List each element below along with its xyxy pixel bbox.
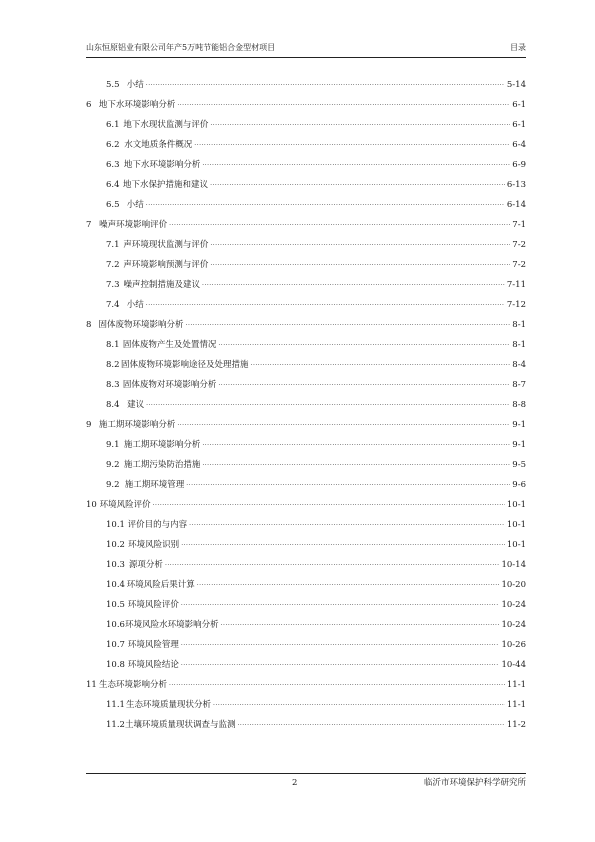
toc-entry-title: 水文地质条件概况 — [124, 140, 193, 150]
table-of-contents — [86, 79, 526, 739]
toc-entry-number: 10.8 — [106, 660, 125, 670]
toc-dot-leader — [218, 340, 510, 352]
toc-entry-title: 地下水保护措施和建议 — [123, 180, 209, 190]
toc-entry-page: 8-1 — [512, 320, 526, 330]
toc-section-entry[interactable] — [86, 119, 526, 139]
page-footer — [86, 776, 526, 790]
toc-entry-page: 10-14 — [501, 560, 526, 570]
toc-entry-number: 10.1 — [106, 520, 125, 530]
toc-entry-page: 7-12 — [506, 300, 526, 310]
toc-entry-number: 10 — [86, 500, 97, 510]
toc-entry-number: 11 — [86, 680, 97, 690]
toc-dot-leader — [197, 580, 500, 592]
toc-entry-page: 9-1 — [512, 440, 526, 450]
toc-entry-page: 6-1 — [512, 120, 526, 130]
toc-entry-page: 6-1 — [512, 100, 526, 110]
toc-section-entry[interactable] — [86, 559, 526, 579]
toc-entry-page: 6-13 — [506, 180, 526, 190]
toc-entry-number: 8.3 — [106, 380, 120, 390]
toc-entry-page: 8-7 — [512, 380, 526, 390]
toc-dot-leader — [210, 240, 510, 252]
toc-entry-page: 10-24 — [501, 600, 526, 610]
toc-entry-title: 环境风险识别 — [128, 540, 180, 550]
toc-section-entry[interactable] — [86, 459, 526, 479]
toc-entry-number: 9.1 — [106, 440, 120, 450]
toc-entry-page: 10-20 — [501, 580, 526, 590]
toc-entry-number: 6.4 — [106, 180, 120, 190]
toc-dot-leader — [221, 620, 500, 632]
toc-entry-page: 10-44 — [501, 660, 526, 670]
toc-section-entry[interactable] — [86, 339, 526, 359]
toc-entry-page: 9-5 — [512, 460, 526, 470]
toc-entry-page: 7-2 — [512, 240, 526, 250]
toc-entry-number: 9 — [86, 420, 92, 430]
toc-section-entry[interactable] — [86, 439, 526, 459]
toc-entry-title: 小结 — [126, 80, 144, 90]
toc-entry-title: 环境风险结论 — [127, 660, 179, 670]
toc-entry-title: 固体废物环境影响分析 — [98, 320, 184, 330]
toc-entry-number: 10.6 — [106, 620, 125, 630]
toc-section-entry[interactable] — [86, 579, 526, 599]
toc-entry-number: 9.2 — [106, 480, 120, 490]
toc-dot-leader — [177, 100, 510, 112]
toc-dot-leader — [181, 540, 505, 552]
toc-section-entry[interactable] — [86, 199, 526, 219]
footer-divider — [86, 773, 526, 774]
toc-dot-leader — [181, 640, 500, 652]
toc-entry-page: 10-1 — [506, 540, 526, 550]
toc-entry-title: 环境风险后果计算 — [126, 580, 195, 590]
toc-entry-number: 7.3 — [106, 280, 120, 290]
toc-entry-title: 环境风险评价 — [99, 500, 151, 510]
toc-entry-title: 噪声控制措施及建议 — [123, 280, 201, 290]
toc-entry-title: 环境风险评价 — [127, 600, 179, 610]
toc-section-entry[interactable] — [86, 239, 526, 259]
toc-section-entry[interactable] — [86, 179, 526, 199]
toc-dot-leader — [153, 500, 505, 512]
toc-section-entry[interactable] — [86, 639, 526, 659]
toc-entry-title: 噪声环境影响评价 — [99, 220, 168, 230]
toc-entry-number: 10.7 — [106, 640, 125, 650]
toc-dot-leader — [237, 720, 504, 732]
toc-chapter-entry[interactable] — [86, 99, 526, 119]
toc-entry-page: 10-1 — [506, 500, 526, 510]
toc-chapter-entry[interactable] — [86, 219, 526, 239]
header-project-title: 山东恒原铝业有限公司年产5万吨节能铝合金型材项目 — [86, 43, 276, 52]
toc-dot-leader — [181, 600, 500, 612]
toc-entry-number: 10.3 — [106, 560, 125, 570]
page-number: 2 — [292, 778, 298, 788]
toc-dot-leader — [169, 220, 510, 232]
toc-chapter-entry[interactable] — [86, 679, 526, 699]
toc-dot-leader — [169, 680, 505, 692]
toc-entry-page: 11-1 — [506, 700, 526, 710]
toc-section-entry[interactable] — [86, 659, 526, 679]
toc-section-entry[interactable] — [86, 719, 526, 739]
toc-entry-title: 小结 — [126, 200, 144, 210]
toc-section-entry[interactable] — [86, 699, 526, 719]
toc-entry-title: 源项分析 — [128, 560, 163, 570]
toc-entry-title: 施工期环境影响分析 — [98, 420, 176, 430]
toc-entry-page: 6-4 — [512, 140, 526, 150]
toc-entry-number: 6.5 — [106, 200, 120, 210]
toc-dot-leader — [202, 160, 510, 172]
toc-entry-title: 固体废物产生及处置情况 — [122, 340, 217, 350]
toc-entry-number: 11.2 — [106, 720, 125, 730]
footer-organization: 临沂市环境保护科学研究所 — [423, 778, 526, 788]
toc-entry-number: 11.1 — [106, 700, 125, 710]
toc-section-entry[interactable] — [86, 139, 526, 159]
header-section-label: 目录 — [510, 43, 526, 52]
toc-entry-number: 7.4 — [106, 300, 120, 310]
toc-entry-title: 地下水环境影响分析 — [123, 160, 201, 170]
toc-section-entry[interactable] — [86, 519, 526, 539]
toc-section-entry[interactable] — [86, 619, 526, 639]
toc-section-entry[interactable] — [86, 399, 526, 419]
toc-entry-title: 固体废物对环境影响分析 — [122, 380, 217, 390]
toc-entry-title: 生态环境质量现状分析 — [126, 700, 212, 710]
toc-dot-leader — [210, 180, 505, 192]
toc-entry-title: 施工期环境管理 — [124, 480, 185, 490]
toc-entry-page: 10-1 — [506, 520, 526, 530]
toc-entry-number: 10.2 — [106, 540, 125, 550]
toc-dot-leader — [181, 660, 500, 672]
toc-entry-page: 11-1 — [506, 680, 526, 690]
toc-entry-number: 5.5 — [106, 80, 120, 90]
toc-entry-page: 7-1 — [512, 220, 526, 230]
toc-chapter-entry[interactable] — [86, 499, 526, 519]
toc-entry-title: 土壤环境质量现状调查与监测 — [124, 720, 236, 730]
toc-entry-title: 地下水现状监测与评价 — [123, 120, 209, 130]
toc-entry-title: 小结 — [126, 300, 144, 310]
toc-entry-page: 8-8 — [512, 400, 526, 410]
toc-entry-number: 6 — [86, 100, 92, 110]
toc-entry-page: 9-1 — [512, 420, 526, 430]
toc-section-entry[interactable] — [86, 299, 526, 319]
toc-dot-leader — [146, 80, 505, 92]
toc-chapter-entry[interactable] — [86, 319, 526, 339]
toc-entry-number: 8.1 — [106, 340, 120, 350]
toc-section-entry[interactable] — [86, 359, 526, 379]
toc-entry-number: 8.4 — [106, 400, 120, 410]
toc-dot-leader — [202, 440, 510, 452]
toc-dot-leader — [186, 320, 511, 332]
toc-entry-page: 10-26 — [501, 640, 526, 650]
toc-entry-page: 8-4 — [512, 360, 526, 370]
toc-entry-page: 8-1 — [512, 340, 526, 350]
toc-dot-leader — [194, 140, 510, 152]
toc-section-entry[interactable] — [86, 599, 526, 619]
toc-entry-number: 10.5 — [106, 600, 125, 610]
toc-entry-page: 5-14 — [506, 80, 526, 90]
toc-entry-title: 生态环境影响分析 — [98, 680, 167, 690]
toc-entry-number: 8 — [86, 320, 92, 330]
toc-dot-leader — [202, 460, 510, 472]
toc-entry-number: 7 — [86, 220, 92, 230]
toc-entry-title: 声环境现状监测与评价 — [123, 240, 209, 250]
toc-section-entry[interactable] — [86, 259, 526, 279]
toc-entry-number: 6.2 — [106, 140, 120, 150]
toc-entry-title: 评价目的与内容 — [127, 520, 188, 530]
toc-entry-title: 施工期环境影响分析 — [123, 440, 201, 450]
toc-dot-leader — [177, 420, 510, 432]
toc-entry-title: 环境风险管理 — [127, 640, 179, 650]
toc-entry-number: 7.2 — [106, 260, 120, 270]
toc-dot-leader — [251, 360, 511, 372]
toc-dot-leader — [165, 560, 500, 572]
toc-entry-title: 地下水环境影响分析 — [98, 100, 176, 110]
toc-entry-title: 环境风险水环境影响分析 — [125, 620, 219, 630]
toc-entry-page: 10-24 — [501, 620, 526, 630]
toc-entry-number: 7.1 — [106, 240, 120, 250]
toc-entry-title: 固体废物环境影响途径及处理措施 — [121, 360, 249, 370]
toc-section-entry[interactable] — [86, 539, 526, 559]
toc-entry-title: 建议 — [127, 400, 145, 410]
toc-entry-page: 7-2 — [512, 260, 526, 270]
toc-section-entry[interactable] — [86, 479, 526, 499]
toc-entry-number: 8.2 — [106, 360, 120, 370]
page-header — [86, 41, 526, 55]
toc-dot-leader — [210, 120, 510, 132]
toc-dot-leader — [186, 480, 510, 492]
toc-dot-leader — [146, 300, 505, 312]
toc-dot-leader — [202, 280, 505, 292]
toc-entry-title: 施工期污染防治措施 — [123, 460, 201, 470]
toc-entry-title: 声环境影响预测与评价 — [123, 260, 209, 270]
toc-entry-number: 10.4 — [106, 580, 125, 590]
toc-entry-number: 6.1 — [106, 120, 120, 130]
toc-section-entry[interactable] — [86, 379, 526, 399]
toc-entry-number: 9.2 — [106, 460, 120, 470]
toc-entry-page: 7-11 — [506, 280, 526, 290]
toc-entry-number: 6.3 — [106, 160, 120, 170]
toc-chapter-entry[interactable] — [86, 419, 526, 439]
toc-dot-leader — [218, 380, 510, 392]
toc-dot-leader — [213, 700, 505, 712]
toc-dot-leader — [146, 200, 505, 212]
header-divider — [86, 57, 526, 58]
toc-entry-page: 6-9 — [512, 160, 526, 170]
toc-section-entry[interactable] — [86, 279, 526, 299]
toc-entry-page: 6-14 — [506, 200, 526, 210]
toc-dot-leader — [189, 520, 505, 532]
toc-dot-leader — [146, 400, 510, 412]
toc-section-entry[interactable] — [86, 79, 526, 99]
toc-entry-page: 11-2 — [506, 720, 526, 730]
toc-dot-leader — [210, 260, 510, 272]
toc-entry-page: 9-6 — [512, 480, 526, 490]
toc-section-entry[interactable] — [86, 159, 526, 179]
